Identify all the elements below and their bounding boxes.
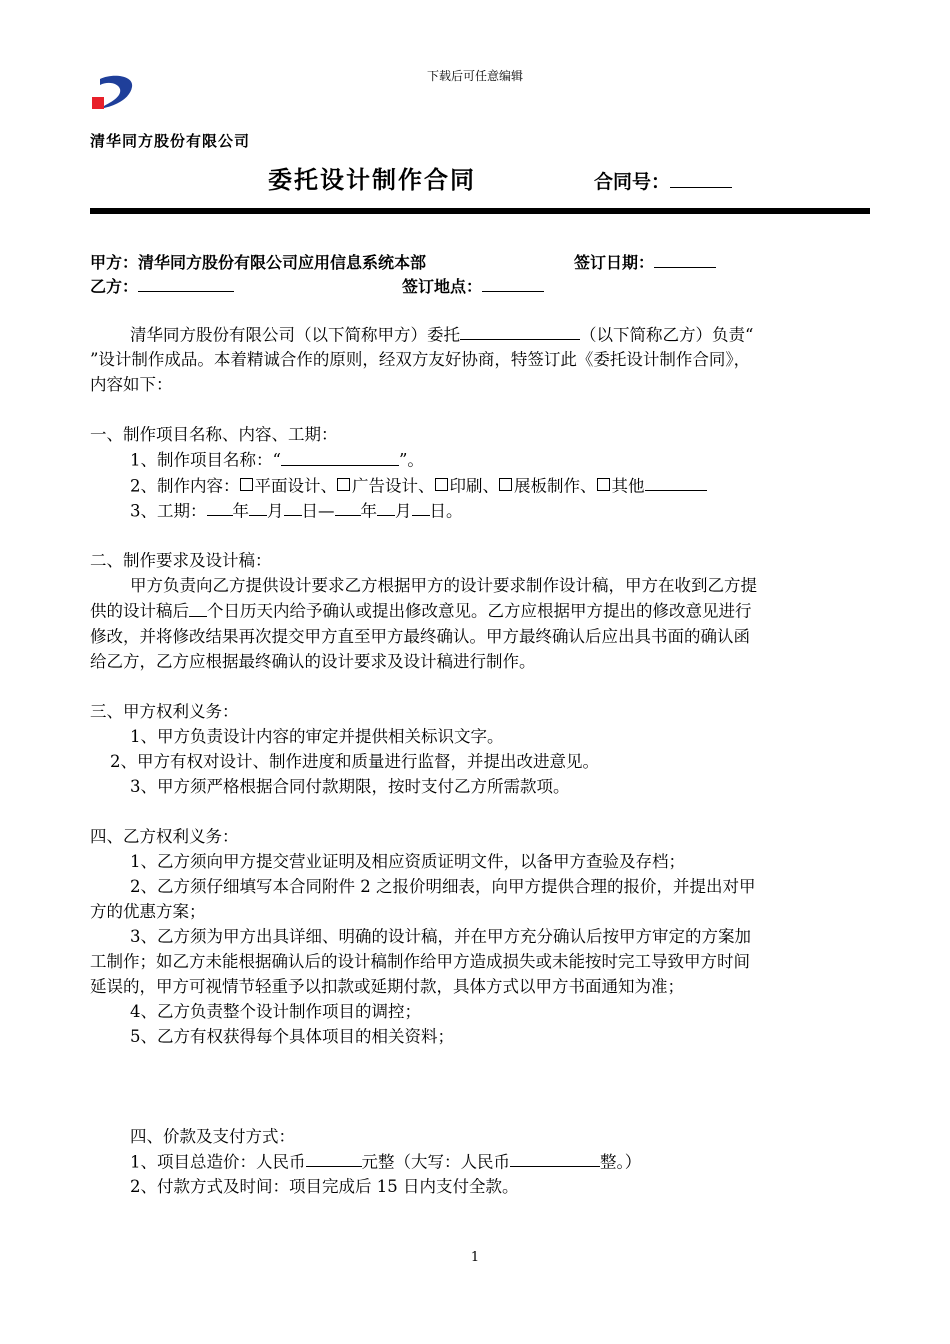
sign-date-label: 签订日期： <box>574 253 655 272</box>
intro-line-3: 内容如下： <box>90 375 173 395</box>
s4-item-5: 5、乙方有权获得每个具体项目的相关资料； <box>130 1026 454 1046</box>
sign-place-label: 签订地点： <box>402 277 483 296</box>
s3-item-3: 3、甲方须严格根据合同付款期限，按时支付乙方所需款项。 <box>130 776 570 796</box>
s4-item-2a: 2、乙方须仔细填写本合同附件 2 之报价明细表，向甲方提供合理的报价，并提出对甲 <box>130 876 756 896</box>
company-logo <box>90 73 136 113</box>
intro-line-1: 清华同方股份有限公司（以下简称甲方）委托 （以下简称乙方）负责“ <box>90 322 870 347</box>
s2-line-3: 修改，并将修改结果再次提交甲方直至甲方最终确认。甲方最终确认后应出具书面的确认函 <box>90 626 750 646</box>
checkbox-icon <box>337 478 350 491</box>
party-b <box>90 274 234 297</box>
section-2-heading: 二、制作要求及设计稿： <box>90 551 272 571</box>
s4-item-3c: 延误的，甲方可视情节轻重予以扣款或延期付款，具体方式以甲方书面通知为准； <box>90 976 684 996</box>
checkbox-icon <box>435 478 448 491</box>
s4-item-2b: 方的优惠方案； <box>90 901 206 921</box>
party-b-blank <box>138 274 234 292</box>
checkbox-icon <box>597 478 610 491</box>
sign-place-blank <box>482 274 544 292</box>
contract-number-blank <box>670 167 732 188</box>
contract-body <box>90 322 870 1199</box>
section-1-heading: 一、制作项目名称、内容、工期： <box>90 425 338 445</box>
section-3-heading: 三、甲方权利义务： <box>90 701 239 721</box>
s3-item-2: 2、甲方有权对设计、制作进度和质量进行监督，并提出改进意见。 <box>110 751 599 771</box>
s2-line-2: 供的设计稿后 个日历天内给予确认或提出修改意见。乙方应根据甲方提出的修改意见进行 <box>90 598 870 623</box>
party-a-label: 甲方： <box>90 253 139 272</box>
section-4-heading: 四、乙方权利义务： <box>90 826 239 846</box>
sign-date-blank <box>654 250 716 268</box>
header-note: 下载后可任意编辑 <box>426 69 523 83</box>
s4-item-3a: 3、乙方须为甲方出具详细、明确的设计稿，并在甲方充分确认后按甲方审定的方案加 <box>130 926 751 946</box>
sign-place <box>402 274 544 297</box>
intro-line-2: ”设计制作成品。本着精诚合作的原则，经双方友好协商，特签订此《委托设计制作合同》， <box>90 350 751 370</box>
contract-number <box>594 167 732 194</box>
s1-item-2: 2、制作内容： 平面设计、 广告设计、 印刷、 展板制作、 其他 <box>90 473 870 498</box>
s2-line-1: 甲方负责向乙方提供设计要求乙方根据甲方的设计要求制作设计稿，甲方在收到乙方提 <box>130 576 757 596</box>
contract-title: 委托设计制作合同 <box>268 166 476 194</box>
s4-item-4: 4、乙方负责整个设计制作项目的调控； <box>130 1001 421 1021</box>
checkbox-icon <box>499 478 512 491</box>
contract-number-label: 合同号： <box>594 171 671 193</box>
party-b-label: 乙方： <box>90 277 139 296</box>
section-5-heading: 四、价款及支付方式： <box>130 1126 295 1146</box>
s4-item-3b: 工制作；如乙方未能根据确认后的设计稿制作给甲方造成损失或未能按时完工导致甲方时间 <box>90 951 750 971</box>
s1-item-1: 1、制作项目名称：“ ”。 <box>90 447 870 472</box>
s2-line-4: 给乙方，乙方应根据最终确认的设计要求及设计稿进行制作。 <box>90 651 536 671</box>
s4-item-1: 1、乙方须向甲方提交营业证明及相应资质证明文件，以备甲方查验及存档； <box>130 851 685 871</box>
s5-item-2: 2、付款方式及时间：项目完成后 15 日内支付全款。 <box>130 1176 519 1196</box>
party-a-value: 清华同方股份有限公司应用信息系统本部 <box>138 253 427 272</box>
checkbox-icon <box>240 478 253 491</box>
header-rule <box>90 208 870 214</box>
sign-date <box>574 250 716 273</box>
s3-item-1: 1、甲方负责设计内容的审定并提供相关标识文字。 <box>130 726 504 746</box>
s1-item-3: 3、工期： 年 月 日— 年 月 日。 <box>90 498 870 523</box>
s5-item-1: 1、项目总造价：人民币 元整（大写：人民币 整。） <box>90 1149 870 1174</box>
party-a <box>90 250 426 273</box>
company-name: 清华同方股份有限公司 <box>90 132 251 150</box>
page-number: 1 <box>470 1250 480 1265</box>
